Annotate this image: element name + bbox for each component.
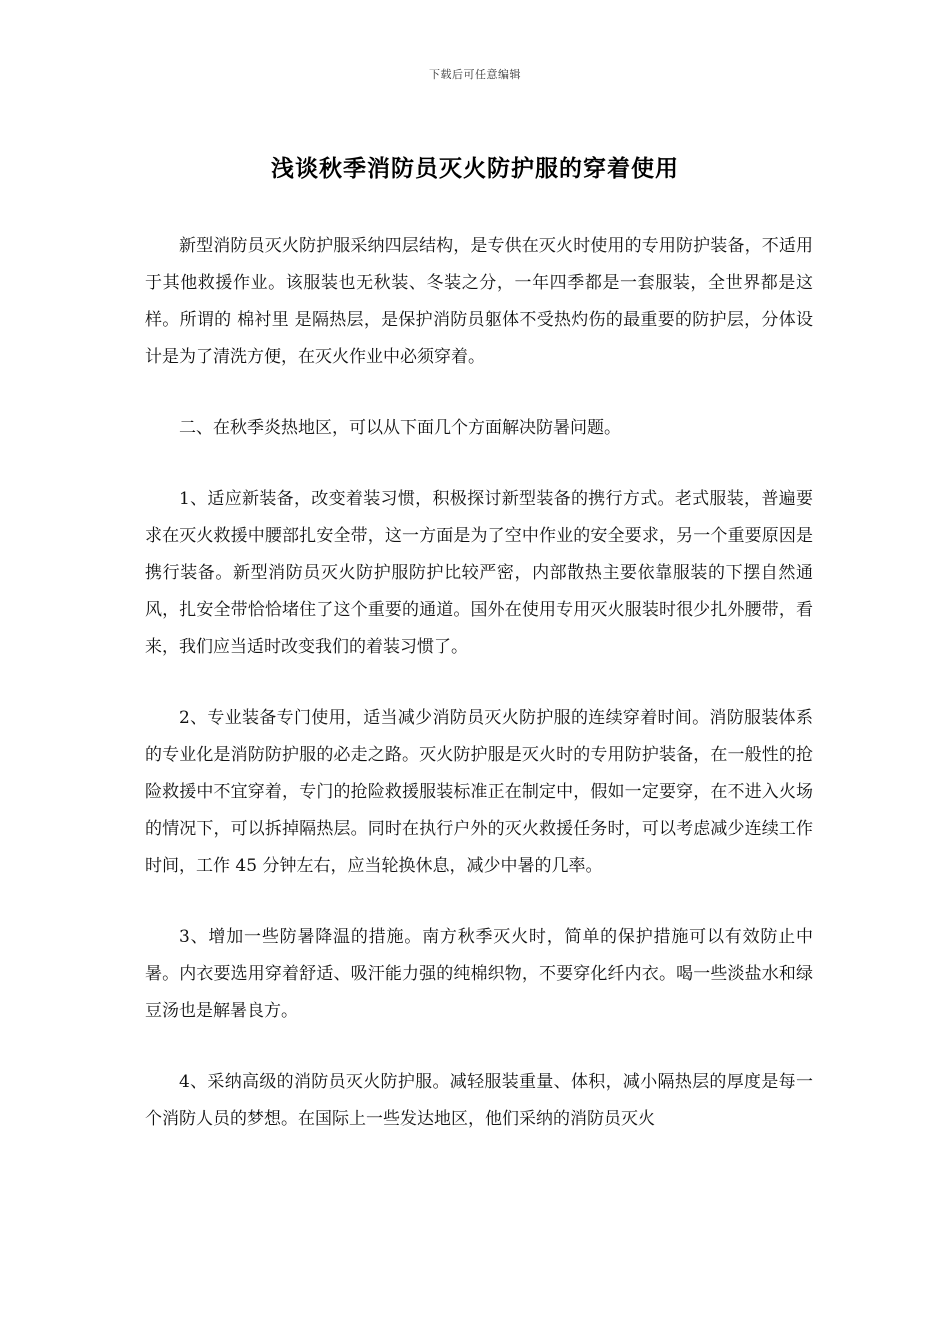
paragraph-intro: 新型消防员灭火防护服采纳四层结构，是专供在灭火时使用的专用防护装备，不适用于其他救援作业。该服装也无秋装、冬装之分，一年四季都是一套服装，全世界都是这样。所谓的 棉衬里 是隔热层，是保护消防员躯体不受热灼伤的最重要的防护层，分体设计是为了清洗方便，在灭火作业中必须穿着。 (145, 236, 813, 367)
paragraph-section-heading: 二、在秋季炎热地区，可以从下面几个方面解决防暑问题。 (179, 418, 621, 438)
paragraph-item-3: 3、增加一些防暑降温的措施。南方秋季灭火时，简单的保护措施可以有效防止中暑。内衣要选用穿着舒适、吸汗能力强的纯棉织物，不要穿化纤内衣。喝一些淡盐水和绿豆汤也是解暑良方。 (145, 927, 813, 1021)
paragraph-item-1: 1、适应新装备，改变着装习惯，积极探讨新型装备的携行方式。老式服装，普遍要求在灭火救援中腰部扎安全带，这一方面是为了空中作业的安全要求，另一个重要原因是携行装备。新型消防员灭火防护服防护比较严密，内部散热主要依靠服装的下摆自然通风，扎安全带恰恰堵住了这个重要的通道。国外在使用专用灭火服装时很少扎外腰带，看来，我们应当适时改变我们的着装习惯了。 (145, 489, 813, 657)
document-body (145, 228, 813, 1138)
header-note: 下载后可任意编辑 (429, 68, 521, 81)
paragraph-item-4: 4、采纳高级的消防员灭火防护服。减轻服装重量、体积，减小隔热层的厚度是每一个消防人员的梦想。在国际上一些发达地区，他们采纳的消防员灭火 (145, 1072, 813, 1129)
page-title: 浅谈秋季消防员灭火防护服的穿着使用 (271, 156, 679, 182)
paragraph-item-2: 2、专业装备专门使用，适当减少消防员灭火防护服的连续穿着时间。消防服装体系的专业化是消防防护服的必走之路。灭火防护服是灭火时的专用防护装备，在一般性的抢险救援中不宜穿着，专门的抢险救援服装标准正在制定中，假如一定要穿，在不进入火场的情况下，可以拆掉隔热层。同时在执行户外的灭火救援任务时，可以考虑减少连续工作时间，工作 45 分钟左右，应当轮换休息，减少中暑的几率。 (145, 708, 813, 876)
